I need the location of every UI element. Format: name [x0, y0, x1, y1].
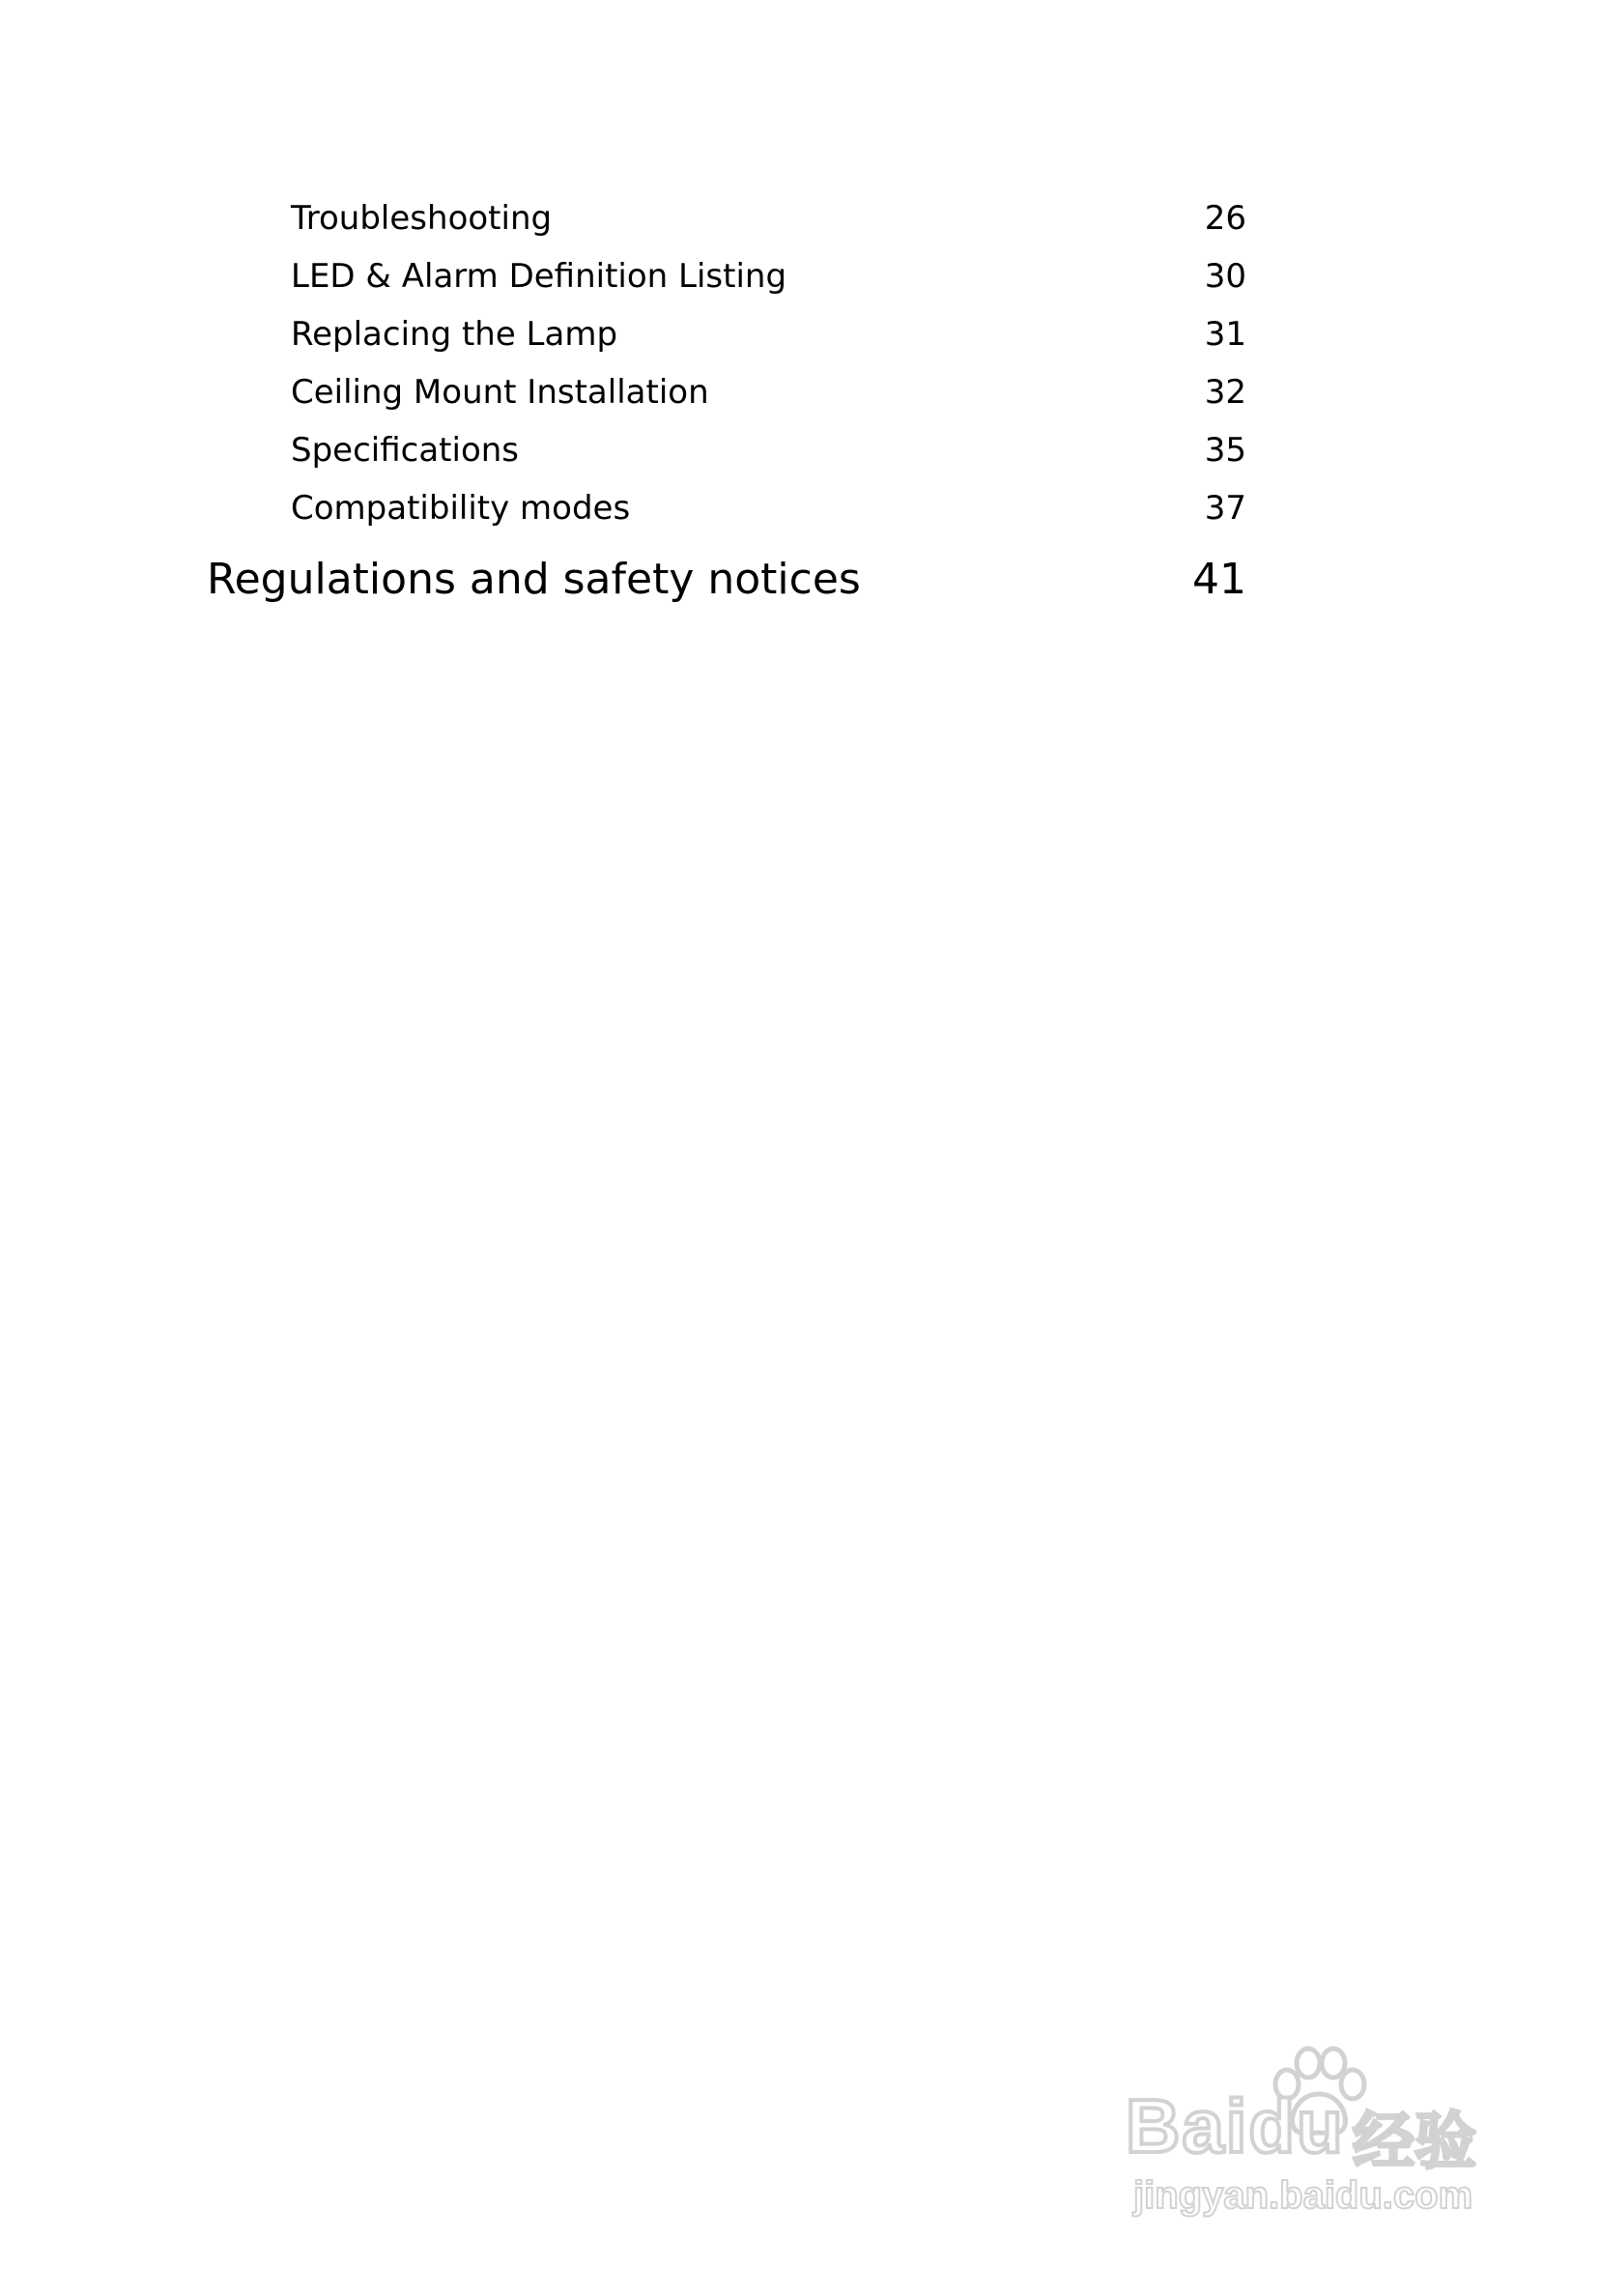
toc-entry-title: Replacing the Lamp: [291, 315, 618, 354]
toc-entry-title: Ceiling Mount Installation: [291, 373, 709, 412]
toc-entry-title: Specifications: [291, 431, 520, 470]
toc-entry-compatibility-modes[interactable]: [207, 479, 1246, 537]
toc-entry-page: 35: [1204, 431, 1246, 470]
table-of-contents: [207, 189, 1246, 618]
baidu-watermark: [1126, 2044, 1512, 2218]
watermark-brand: Baidu: [1126, 2083, 1345, 2168]
toc-entry-page: 31: [1204, 315, 1246, 354]
toc-main-page: 41: [1192, 555, 1246, 604]
toc-entry-ceiling-mount[interactable]: [207, 363, 1246, 421]
toc-entry-title: Troubleshooting: [291, 199, 553, 238]
toc-entry-replacing-lamp[interactable]: [207, 305, 1246, 363]
watermark-brand-cn: 经验: [1353, 2107, 1476, 2178]
toc-entry-led-alarm[interactable]: [207, 247, 1246, 305]
toc-entry-title: Compatibility modes: [291, 489, 631, 528]
toc-entry-page: 37: [1204, 489, 1246, 528]
toc-entry-page: 30: [1204, 257, 1246, 296]
toc-entry-specifications[interactable]: [207, 421, 1246, 479]
toc-main-title: Regulations and safety notices: [207, 555, 861, 604]
toc-entry-regulations[interactable]: [207, 541, 1246, 618]
watermark-url: jingyan.baidu.com: [1133, 2174, 1473, 2217]
toc-entry-page: 26: [1204, 199, 1246, 238]
toc-entry-troubleshooting[interactable]: [207, 189, 1246, 247]
toc-entry-page: 32: [1204, 373, 1246, 412]
toc-entry-title: LED & Alarm Definition Listing: [291, 257, 787, 296]
